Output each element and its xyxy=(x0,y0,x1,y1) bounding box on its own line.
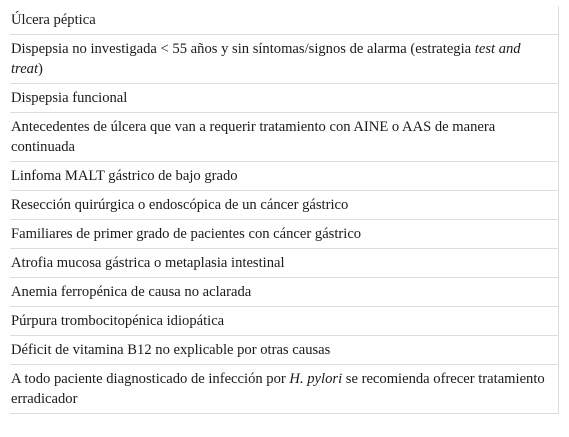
table-cell: Resección quirúrgica o endoscópica de un cáncer gástrico xyxy=(10,191,559,220)
table-row xyxy=(10,307,559,336)
table-row xyxy=(10,365,559,414)
cell-text: Dispepsia no investigada < 55 años y sin síntomas/signos de alarma (estrategia xyxy=(11,41,475,57)
table-row xyxy=(10,336,559,365)
table-row xyxy=(10,84,559,113)
table-cell: Anemia ferropénica de causa no aclarada xyxy=(10,278,559,307)
table-cell: Déficit de vitamina B12 no explicable por otras causas xyxy=(10,336,559,365)
indications-table-container xyxy=(10,6,559,414)
table-row xyxy=(10,6,559,35)
indications-table xyxy=(10,6,559,414)
table-row xyxy=(10,191,559,220)
cell-text: ) xyxy=(38,61,43,77)
table-row xyxy=(10,278,559,307)
cell-text: A todo paciente diagnosticado de infección por xyxy=(11,371,290,387)
table-cell: Antecedentes de úlcera que van a requerir tratamiento con AINE o AAS de manera continuada xyxy=(10,113,559,162)
table-cell xyxy=(10,365,559,414)
table-cell: Familiares de primer grado de pacientes con cáncer gástrico xyxy=(10,220,559,249)
table-cell xyxy=(10,35,559,84)
table-cell: Dispepsia funcional xyxy=(10,84,559,113)
table-cell: Atrofia mucosa gástrica o metaplasia intestinal xyxy=(10,249,559,278)
table-row xyxy=(10,249,559,278)
cell-italic-text: test and treat xyxy=(11,41,521,77)
table-row xyxy=(10,162,559,191)
table-row xyxy=(10,113,559,162)
table-cell: Úlcera péptica xyxy=(10,6,559,35)
table-cell: Linfoma MALT gástrico de bajo grado xyxy=(10,162,559,191)
table-row xyxy=(10,35,559,84)
cell-italic-text: H. pylori xyxy=(289,371,343,387)
table-row xyxy=(10,220,559,249)
table-cell: Púrpura trombocitopénica idiopática xyxy=(10,307,559,336)
cell-text: se recomienda ofrecer tratamiento erradicador xyxy=(11,371,545,407)
